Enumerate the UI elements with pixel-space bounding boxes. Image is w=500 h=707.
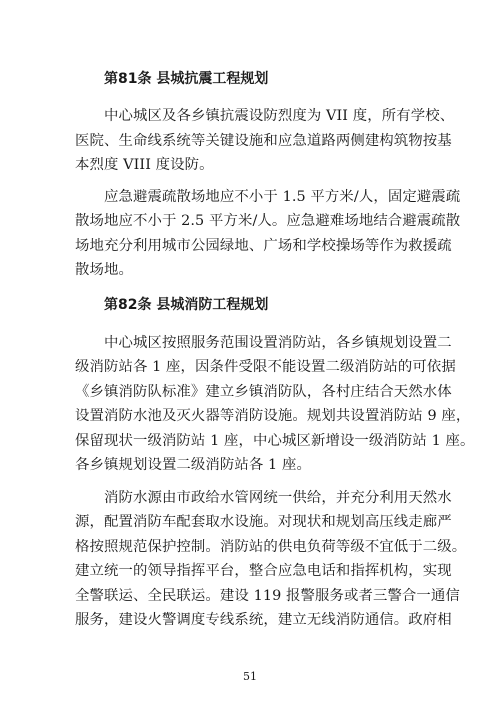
article-82-para2-line4: 建立统一的领导指挥平台，整合应急电话和指挥机构，实现 <box>75 563 452 579</box>
article-82-heading: 第82条 县城消防工程规划 <box>104 297 269 313</box>
article-82-para2-line5: 全警联运、全民联运。建设 119 报警服务或者三警合一通信 <box>75 588 460 604</box>
article-81-para2-line1: 应急避震疏散场地应不小于 1.5 平方米/人，固定避震疏 <box>104 189 461 205</box>
article-81-para1-line1: 中心城区及各乡镇抗震设防烈度为 VII 度，所有学校、 <box>104 108 455 124</box>
article-82-para1-line5: 保留现状一级消防站 1 座，中心城区新增设一级消防站 1 座。 <box>75 433 475 449</box>
article-82-para1-line4: 设置消防水池及灭火器等消防设施。规划共设置消防站 9 座， <box>75 408 471 424</box>
article-81-para2-line2: 散场地应不小于 2.5 平方米/人。应急避难场地结合避震疏散 <box>75 213 461 229</box>
article-82-para1-line6: 各乡镇规划设置二级消防站各 1 座。 <box>75 457 311 473</box>
article-82-para2-line1: 消防水源由市政给水管网统一供给，并充分利用天然水 <box>104 490 452 506</box>
article-81-para1-line2: 医院、生命线系统等关键设施和应急道路两侧建构筑物按基 <box>75 133 452 149</box>
article-82-para1-line2: 级消防站各 1 座，因条件受限不能设置二级消防站的可依据 <box>75 359 456 375</box>
article-82-para2-line3: 格按照规范保护控制。消防站的供电负荷等级不宜低于二级。 <box>75 539 467 555</box>
article-81-para2-line4: 散场地。 <box>75 262 133 278</box>
article-82-para2-line2: 源，配置消防车配套取水设施。对现状和规划高压线走廊严 <box>75 514 452 530</box>
article-82-para1-line3: 《乡镇消防队标准》建立乡镇消防队，各村庄结合天然水体 <box>75 384 452 400</box>
article-81-para1-line3: 本烈度 VIII 度设防。 <box>75 157 214 173</box>
article-82-para2-line6: 服务，建设火警调度专线系统，建立无线消防通信。政府相 <box>75 612 452 628</box>
article-81-heading: 第81条 县城抗震工程规划 <box>104 71 269 87</box>
page-number: 51 <box>243 670 257 683</box>
article-81-para2-line3: 场地充分利用城市公园绿地、广场和学校操场等作为救援疏 <box>75 238 452 254</box>
article-82-para1-line1: 中心城区按照服务范围设置消防站，各乡镇规划设置二 <box>104 335 452 351</box>
